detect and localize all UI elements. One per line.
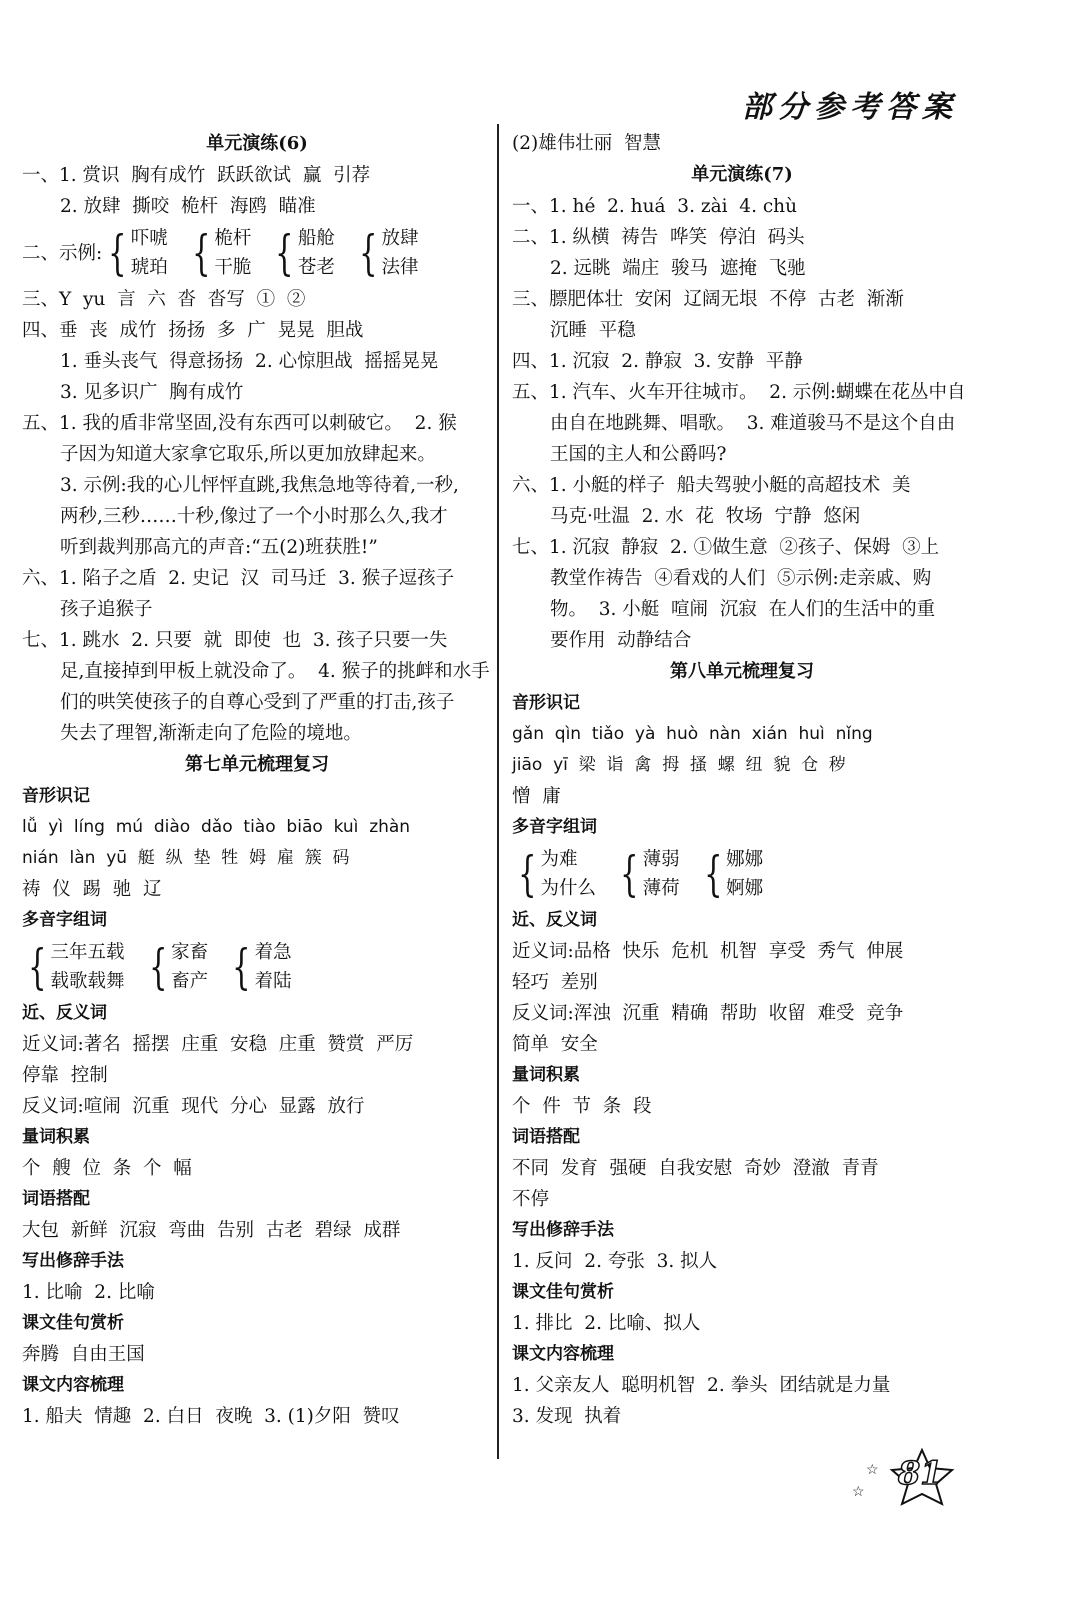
subheading: 音形识记 [22,786,90,806]
brace-item: 婀娜 [726,878,764,899]
brace-icon: { [275,225,294,281]
brace-item: 薄弱 [642,849,680,870]
answer-line: 个 艘 位 条 个 幅 [22,1158,192,1179]
answer-line: 由自在地跳舞、唱歌。 3. 难道骏马不是这个自由 [550,413,956,434]
answer-line: 二、1. 纵横 祷告 哗笑 停泊 码头 [512,227,805,248]
answer-line: 不同 发育 强硬 自我安慰 奇妙 澄澈 青青 [512,1158,879,1179]
answer-line: 1. 反问 2. 夸张 3. 拟人 [512,1251,718,1272]
page-number: 81 [898,1454,943,1492]
brace-item: 薄荷 [642,878,680,899]
answer-line: 四、1. 沉寂 2. 静寂 3. 安静 平静 [512,351,803,372]
answer-line: 马克·吐温 2. 水 花 牧场 宁静 悠闲 [550,506,861,527]
brace-item: 三年五载 [50,942,125,963]
left-column [22,128,492,1432]
brace-item: 法律 [381,257,419,278]
answer-line: 七、1. 沉寂 静寂 2. ①做生意 ②孩子、保姆 ③上 [512,537,940,558]
subheading: 写出修辞手法 [512,1220,614,1240]
answer-line: 3. 见多识广 胸有成竹 [60,382,244,403]
answer-line: 3. 示例:我的心儿怦怦直跳,我焦急地等待着,一秒, [60,475,459,496]
right-column [512,128,972,1432]
answer-line: 孩子追猴子 [60,599,153,620]
subheading: 写出修辞手法 [22,1251,124,1271]
answer-line: 三、膘肥体壮 安闲 辽阔无垠 不停 古老 渐渐 [512,289,904,310]
brace-icon: { [191,225,211,281]
brace-item: 船舱 [297,228,335,249]
answer-line: 五、1. 汽车、火车开往城市。 2. 示例:蝴蝶在花丛中自 [512,382,966,403]
brace-item: 着陆 [254,971,292,992]
brace-group [269,224,335,282]
answer-line: 两秒,三秒……十秒,像过了一个小时那么久,我才 [60,506,448,527]
review8-title: 第八单元梳理复习 [670,661,814,682]
brace-icon: { [518,846,537,902]
subheading: 量词积累 [22,1127,90,1147]
answer-line: 1. 船夫 情趣 2. 白日 夜晚 3. (1)夕阳 赞叹 [22,1406,400,1427]
subheading: 量词积累 [512,1065,580,1085]
pinyin-line: jiāo yī 梁 诣 禽 拇 搔 螺 纽 貌 仓 秽 [512,755,846,775]
answer-line: 要作用 动静结合 [550,630,692,651]
subheading: 多音字组词 [512,817,597,837]
subheading: 音形识记 [512,693,580,713]
brace-group [512,845,596,903]
subheading: 词语搭配 [512,1127,580,1147]
page-header-title: 部分参考答案 [742,90,958,125]
answer-line: 五、1. 我的盾非常坚固,没有东西可以刺破它。 2. 猴 [22,413,457,434]
column-divider [497,124,499,1459]
answer-line: 奔腾 自由王国 [22,1344,145,1365]
subheading: 课文佳句赏析 [22,1313,124,1333]
brace-row [512,845,972,903]
subheading: 词语搭配 [22,1189,90,1209]
answer-line: 听到裁判那高亢的声音:“五(2)班获胜!” [60,537,378,558]
brace-icon: { [359,225,378,281]
answer-line: 反义词:喧闹 沉重 现代 分心 显露 放行 [22,1096,365,1117]
answer-line: 轻巧 差别 [512,972,598,993]
brace-group [102,224,168,282]
answer-line: 反义词:浑浊 沉重 精确 帮助 收留 难受 竞争 [512,1003,904,1024]
answer-line: 近义词:品格 快乐 危机 机智 享受 秀气 伸展 [512,941,904,962]
answer-line: 1. 排比 2. 比喻、拟人 [512,1313,701,1334]
subheading: 课文佳句赏析 [512,1282,614,1302]
subheading: 课文内容梳理 [22,1375,124,1395]
brace-icon: { [232,939,251,995]
brace-icon: { [108,225,127,281]
brace-item: 畜产 [171,971,209,992]
answer-line: 失去了理智,渐渐走向了危险的境地。 [60,723,362,744]
answer-line: 大包 新鲜 沉寂 弯曲 告别 古老 碧绿 成群 [22,1220,401,1241]
brace-group [698,845,764,903]
brace-item: 放肆 [381,228,419,249]
unit7-title: 单元演练(7) [691,164,793,185]
brace-icon: { [620,846,639,902]
answer-line: 不停 [512,1189,550,1210]
review7-title: 第七单元梳理复习 [185,754,329,775]
brace-item: 为什么 [540,878,597,899]
answer-line: (2)雄伟壮丽 智慧 [512,133,661,154]
brace-item: 家畜 [171,942,209,963]
answer-line: 一、1. hé 2. huá 3. zài 4. chù [512,196,798,217]
answer-line: 教堂作祷告 ④看戏的人们 ⑤示例:走亲戚、购 [550,568,932,589]
brace-row-label: 二、示例: [22,242,103,264]
answer-line: 六、1. 陷子之盾 2. 史记 汉 司马迁 3. 猴子逗孩子 [22,568,455,589]
brace-item: 苍老 [297,257,335,278]
answer-line: 1. 父亲友人 聪明机智 2. 拳头 团结就是力量 [512,1375,891,1396]
brace-icon: { [148,939,167,995]
brace-item: 着急 [254,942,292,963]
brace-item: 吓唬 [130,228,168,249]
brace-item: 琥珀 [130,257,168,278]
subheading: 课文内容梳理 [512,1344,614,1364]
brace-icon: { [703,846,723,902]
brace-group [226,938,292,996]
answer-line: 王国的主人和公爵吗? [550,444,727,465]
answer-line: 个 件 节 条 段 [512,1096,652,1117]
answer-line: 2. 远眺 端庄 骏马 遮掩 飞驰 [550,258,806,279]
small-star-icon: ☆ [852,1484,865,1500]
pinyin-line: nián làn yū 艇 纵 垫 牲 姆 雇 簇 码 [22,848,350,868]
answer-line: 近义词:著名 摇摆 庄重 安稳 庄重 赞赏 严厉 [22,1034,414,1055]
answer-line: 憎 庸 [512,786,561,807]
answer-line: 简单 安全 [512,1034,598,1055]
answer-line: 沉睡 平稳 [550,320,636,341]
answer-line: 1. 垂头丧气 得意扬扬 2. 心惊胆战 摇摇晃晃 [60,351,439,372]
unit6-title: 单元演练(6) [206,133,308,154]
answer-line: 子因为知道大家拿它取乐,所以更加放肆起来。 [60,444,436,465]
small-star-icon: ☆ [866,1462,879,1478]
answer-line: 一、1. 赏识 胸有成竹 跃跃欲试 赢 引荐 [22,165,371,186]
brace-icon: { [28,939,47,995]
brace-group [143,938,209,996]
brace-item: 桅杆 [214,228,252,249]
answer-line: 四、垂 丧 成竹 扬扬 多 广 晃晃 胆战 [22,320,364,341]
brace-row [22,938,492,996]
subheading: 近、反义词 [22,1003,107,1023]
answer-line: 3. 发现 执着 [512,1406,622,1427]
answer-line: 物。 3. 小艇 喧闹 沉寂 在人们的生活中的重 [550,599,936,620]
brace-item: 娜娜 [726,849,764,870]
answer-line: 们的哄笑使孩子的自尊心受到了严重的打击,孩子 [60,692,455,713]
brace-group [614,845,680,903]
brace-item: 干脆 [214,257,252,278]
answer-line: 三、Y yu 言 六 沓 沓写 ① ② [22,289,306,310]
brace-item: 载歌载舞 [50,971,125,992]
brace-group [186,224,252,282]
subheading: 近、反义词 [512,910,597,930]
brace-item: 为难 [540,849,578,870]
answer-line: 停靠 控制 [22,1065,108,1086]
answer-line: 六、1. 小艇的样子 船夫驾驶小艇的高超技术 美 [512,475,911,496]
brace-row [22,224,492,282]
answer-line: 七、1. 跳水 2. 只要 就 即使 也 3. 孩子只要一失 [22,630,448,651]
answer-line: 祷 仪 踢 驰 辽 [22,879,162,900]
pinyin-line: gǎn qìn tiǎo yà huò nàn xián huì nǐng [512,724,873,744]
pinyin-line: lǚ yì líng mú diào dǎo tiào biāo kuì zhàn [22,817,411,837]
answer-line: 1. 比喻 2. 比喻 [22,1282,155,1303]
brace-group [353,224,419,282]
subheading: 多音字组词 [22,910,107,930]
brace-group [22,938,125,996]
answer-line: 2. 放肆 撕咬 桅杆 海鸥 瞄准 [60,196,316,217]
answer-line: 足,直接掉到甲板上就没命了。 4. 猴子的挑衅和水手 [60,661,490,682]
